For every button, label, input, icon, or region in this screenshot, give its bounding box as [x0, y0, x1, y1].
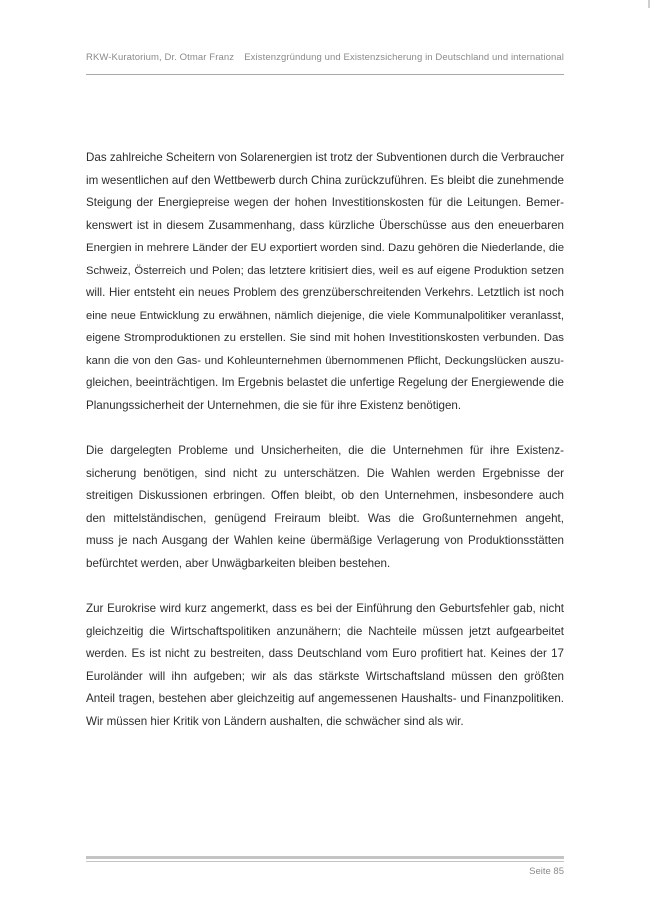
paragraph-3: [86, 598, 564, 733]
text-line: sicherung benötigen, sind nicht zu unterschätzen. Die Wahlen werden Ergebnisse der: [86, 466, 564, 480]
text-line: gleichen, beeinträchtigen. Im Ergebnis belastet die unfertige Regelung der Energiewende die: [86, 376, 564, 389]
text-line: will. Hier entsteht ein neues Problem des grenzüberschreitenden Verkehrs. Letztlich ist noch: [86, 286, 564, 299]
document-body: [86, 147, 564, 756]
running-header: [86, 52, 564, 63]
text-line: muss je nach Ausgang der Wahlen keine übermäßige Verlagerung von Produktionsstätten: [86, 534, 564, 547]
text-line: Steigung der Energiepreise wegen der hohen Investitionskosten für die Leitungen. Bemer-: [86, 196, 564, 209]
text-line: Energien in mehrere Länder der EU exportiert worden sind. Dazu gehören die Niederlande, die: [86, 242, 565, 254]
text-line: Schweiz, Österreich und Polen; das letztere kritisiert dies, weil es auf eigene Produktion setzen: [86, 264, 564, 277]
text-line: eigene Stromproduktionen zu erstellen. Sie sind mit hohen Investitionskosten verbunden. Das: [86, 332, 564, 344]
text-line: befürchtet werden, aber Unwägbarkeiten bleiben bestehen.: [86, 556, 391, 570]
text-line: Zur Eurokrise wird kurz angemerkt, dass es bei der Einführung den Geburtsfehler gab, nicht: [86, 602, 564, 615]
footer-divider-thin: [86, 861, 564, 862]
text-line: im wesentlichen auf den Wettbewerb durch China zurückzuführen. Es bleibt die zunehmende: [86, 173, 564, 187]
paragraph-2: [86, 440, 564, 575]
text-line: werden. Es ist nicht zu bestreiten, dass Deutschland vom Euro profitiert hat. Keines der 17: [86, 647, 564, 660]
header-author: RKW-Kuratorium, Dr. Otmar Franz: [86, 52, 235, 63]
text-line: gleichzeitig die Wirtschaftspolitiken anzunähern; die Nachteile müssen jetzt aufgearbeitet: [86, 624, 564, 638]
text-line: eine neue Entwicklung zu erwähnen, nämlich diejenige, die viele Kommunalpolitiker veranlasst,: [86, 309, 564, 322]
text-line: den mittelständischen, genügend Freiraum bleibt. Was die Großunternehmen angeht,: [86, 511, 564, 525]
footer-divider: [86, 856, 564, 859]
text-line: Anteil tragen, bestehen aber gleichzeitig auf angemessenen Haushalts- und Finanzpolitiken.: [86, 692, 564, 705]
text-line: Planungssicherheit der Unternehmen, die sie für ihre Existenz benötigen.: [86, 398, 462, 412]
text-line: streitigen Diskussionen erbringen. Offen bleibt, ob den Unternehmen, insbesondere auch: [86, 489, 564, 502]
text-line: kann die von den Gas- und Kohleunternehmen übernommenen Pflicht, Deckungslücken auszu-: [86, 354, 564, 367]
text-line: kenswert ist in diesem Zusammenhang, dass kürzliche Überschüsse aus den eneuerbaren: [86, 218, 564, 232]
header-divider: [86, 74, 564, 75]
text-line: Das zahlreiche Scheitern von Solarenergien ist trotz der Subventionen durch die Verbraucher: [86, 151, 565, 164]
text-line: Wir müssen hier Kritik von Ländern aushalten, die schwächer sind als wir.: [86, 714, 464, 728]
text-line: Die dargelegten Probleme und Unsicherheiten, die die Unternehmen für ihre Existenz-: [86, 444, 564, 457]
header-title: Existenzgründung und Existenzsicherung in Deutschland und international: [244, 52, 564, 63]
paragraph-1: [86, 147, 564, 417]
page-number: Seite 85: [529, 866, 564, 877]
text-line: Euroländer will ihn aufgeben; wir als das stärkste Wirtschaftsland müssen den größten: [86, 669, 564, 683]
